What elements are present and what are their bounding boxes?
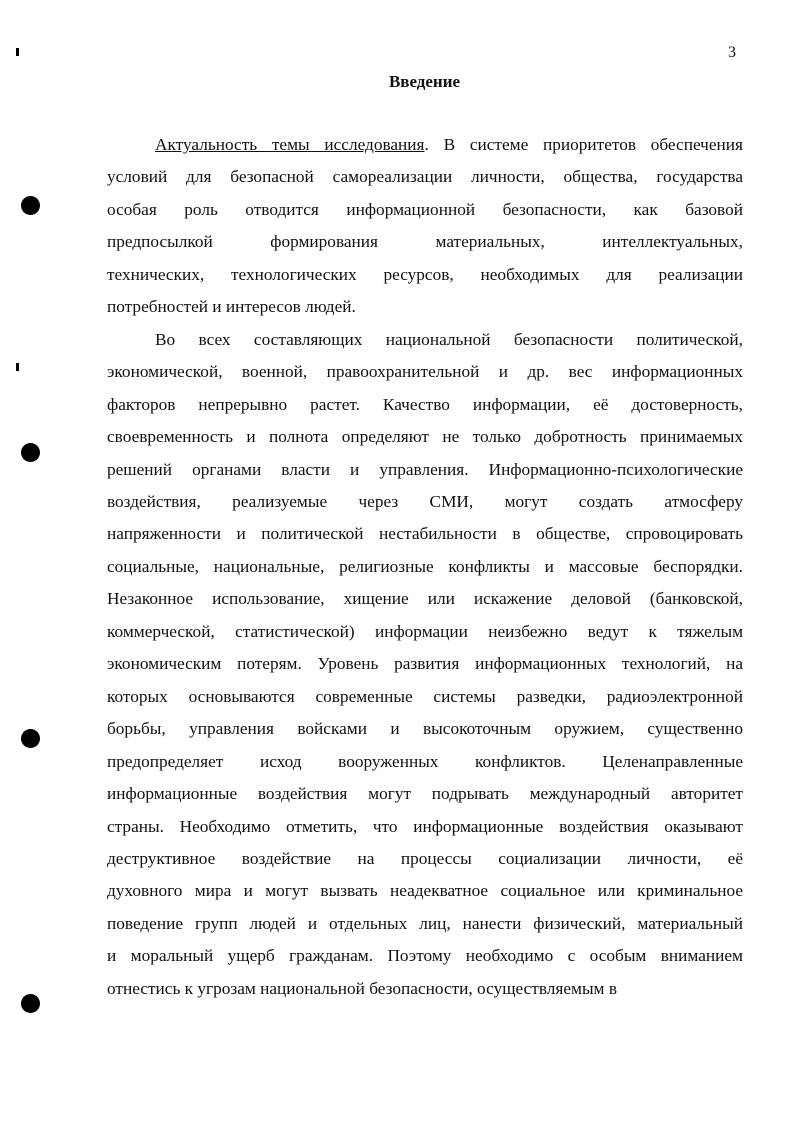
text-line: экономическим потерям. Уровень развития информационных технологий, на bbox=[107, 654, 743, 674]
text-line: напряженности и политической нестабильности в обществе, спровоцировать bbox=[107, 524, 743, 544]
text-line: условий для безопасной самореализации личности, общества, государства bbox=[107, 167, 743, 187]
text-line: страны. Необходимо отметить, что информационные воздействия оказывают bbox=[107, 816, 743, 836]
text-line: деструктивное воздействие на процессы социализации личности, её bbox=[107, 848, 743, 868]
binder-hole bbox=[21, 994, 40, 1013]
section-title: Введение bbox=[388, 72, 461, 91]
binder-hole bbox=[21, 729, 40, 748]
text-line: воздействия, реализуемые через СМИ, могут создать атмосферу bbox=[107, 491, 743, 511]
text-line: предопределяет исход вооруженных конфликтов. Целенаправленные bbox=[107, 751, 743, 771]
binder-hole bbox=[21, 196, 40, 215]
scan-mark bbox=[16, 48, 19, 56]
text-line: предпосылкой формирования материальных, интеллектуальных, bbox=[107, 232, 743, 252]
text-line: факторов непрерывно растет. Качество информации, её достоверность, bbox=[107, 394, 743, 414]
text-line: особая роль отводится информационной безопасности, как базовой bbox=[107, 199, 743, 219]
text-line: потребностей и интересов людей. bbox=[107, 297, 356, 317]
text-span: . В системе приоритетов обеспечения bbox=[424, 135, 743, 154]
scan-mark bbox=[16, 363, 19, 371]
text-line: Незаконное использование, хищение или искажение деловой (банковской, bbox=[107, 589, 743, 609]
binder-hole bbox=[21, 443, 40, 462]
body-text bbox=[107, 129, 743, 1005]
text-line: социальные, национальные, религиозные конфликты и массовые беспорядки. bbox=[107, 556, 743, 576]
text-line: экономической, военной, правоохранительной и др. вес информационных bbox=[107, 362, 743, 382]
topic-relevance-heading: Актуальность темы исследования bbox=[155, 135, 425, 154]
text-line: которых основываются современные системы разведки, радиоэлектронной bbox=[107, 686, 743, 706]
text-line: решений органами власти и управления. Информационно-психологические bbox=[107, 459, 743, 479]
text-line: коммерческой, статистической) информации неизбежно ведут к тяжелым bbox=[107, 621, 743, 641]
text-line: духовного мира и могут вызвать неадекватное социальное или криминальное bbox=[107, 881, 743, 901]
text-line: и моральный ущерб гражданам. Поэтому необходимо с особым вниманием bbox=[107, 946, 743, 966]
text-line bbox=[107, 129, 743, 161]
text-line: своевременность и полнота определяют не только добротность принимаемых bbox=[107, 427, 743, 447]
text-line: борьбы, управления войсками и высокоточным оружием, существенно bbox=[107, 719, 743, 739]
text-line: технических, технологических ресурсов, необходимых для реализации bbox=[107, 264, 743, 284]
text-line: информационные воздействия могут подрывать международный авторитет bbox=[107, 784, 743, 804]
text-line: отнестись к угрозам национальной безопасности, осуществляемым в bbox=[107, 978, 617, 998]
text-line: Во всех составляющих национальной безопасности политической, bbox=[155, 329, 743, 349]
page-number: 3 bbox=[728, 44, 736, 61]
text-line: поведение групп людей и отдельных лиц, нанести физический, материальный bbox=[107, 913, 743, 933]
